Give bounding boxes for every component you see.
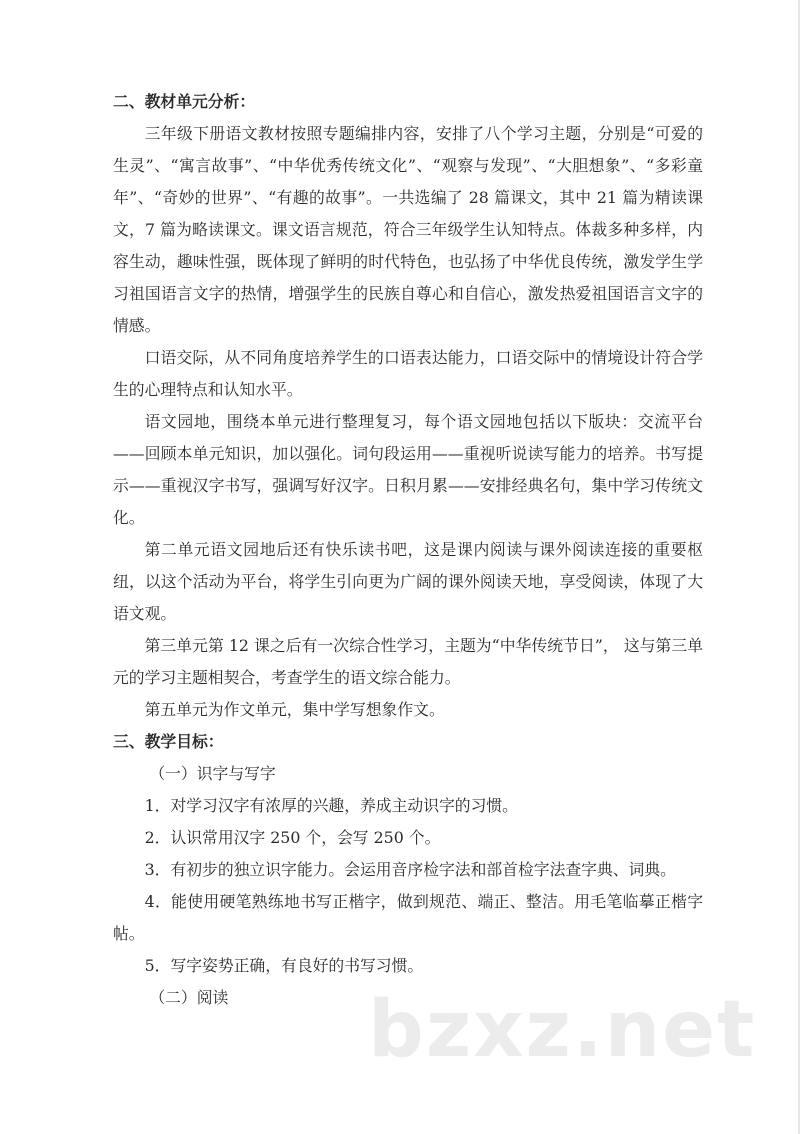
paragraph-oral-communication: 口语交际，从不同角度培养学生的口语表达能力，口语交际中的情境设计符合学生的心理特点和认知水平。 [113,348,703,399]
goal-item: 5．写字姿势正确，有良好的书写习惯。 [144,956,424,975]
subheading-reading: （二）阅读 [149,988,229,1007]
paragraph-reading-bar: 第二单元语文园地后还有快乐读书吧，这是课内阅读与课外阅读连接的重要枢纽，以这个活动为平台，将学生引向更为广阔的课外阅读天地，享受阅读，体现了大语文观。 [113,540,703,623]
section-heading-teaching-goals: 三、教学目标： [113,732,224,751]
paragraph-language-garden: 语文园地，围绕本单元进行整理复习，每个语文园地包括以下版块：交流平台——回顾本单元知识，加以强化。词句段运用——重视听说读写能力的培养。书写提示——重视汉字书写，强调写好汉字。日积月累——安排经典名句，集中学习传统文化。 [113,412,703,527]
paragraph-writing-unit: 第五单元为作文单元，集中学写想象作文。 [144,700,445,719]
goal-item: 1．对学习汉字有浓厚的兴趣，养成主动识字的习惯。 [144,796,518,815]
paragraph-themes: 三年级下册语文教材按照专题编排内容，安排了八个学习主题，分别是“可爱的生灵”、“寓言故事”、“中华优秀传统文化”、“观察与发现”、“大胆想象”、“多彩童年”、“奇妙的世界”、“有趣的故事”。一共选编了 28 篇课文，其中 21 篇为精读课文，7 篇为略读课文。课文语言规范，符合三年级学生认知特点。体裁多种多样，内容生动，趣味性强，既体现了鲜明的时代特色，也弘扬了中华优良传统，激发学生学习祖国语言文字的热情，增强学生的民族自尊心和自信心，激发热爱祖国语言文字的情感。 [113,124,703,335]
goal-item: 4．能使用硬笔熟练地书写正楷字，做到规范、端正、整洁。用毛笔临摹正楷字帖。 [113,892,703,943]
subheading-literacy-writing: （一）识字与写字 [149,764,276,783]
goal-item: 3．有初步的独立识字能力。会运用音序检字法和部首检字法查字典、词典。 [144,860,676,879]
section-heading-textbook-analysis: 二、教材单元分析： [113,92,256,111]
watermark: bzxz.net [368,985,757,1075]
paragraph-comprehensive-learning: 第三单元第 12 课之后有一次综合性学习，主题为“中华传统节日”， 这与第三单元的学习主题相契合，考查学生的语文综合能力。 [113,636,703,687]
document-page [113,86,703,1014]
goal-item: 2．认识常用汉字 250 个，会写 250 个。 [144,828,441,847]
